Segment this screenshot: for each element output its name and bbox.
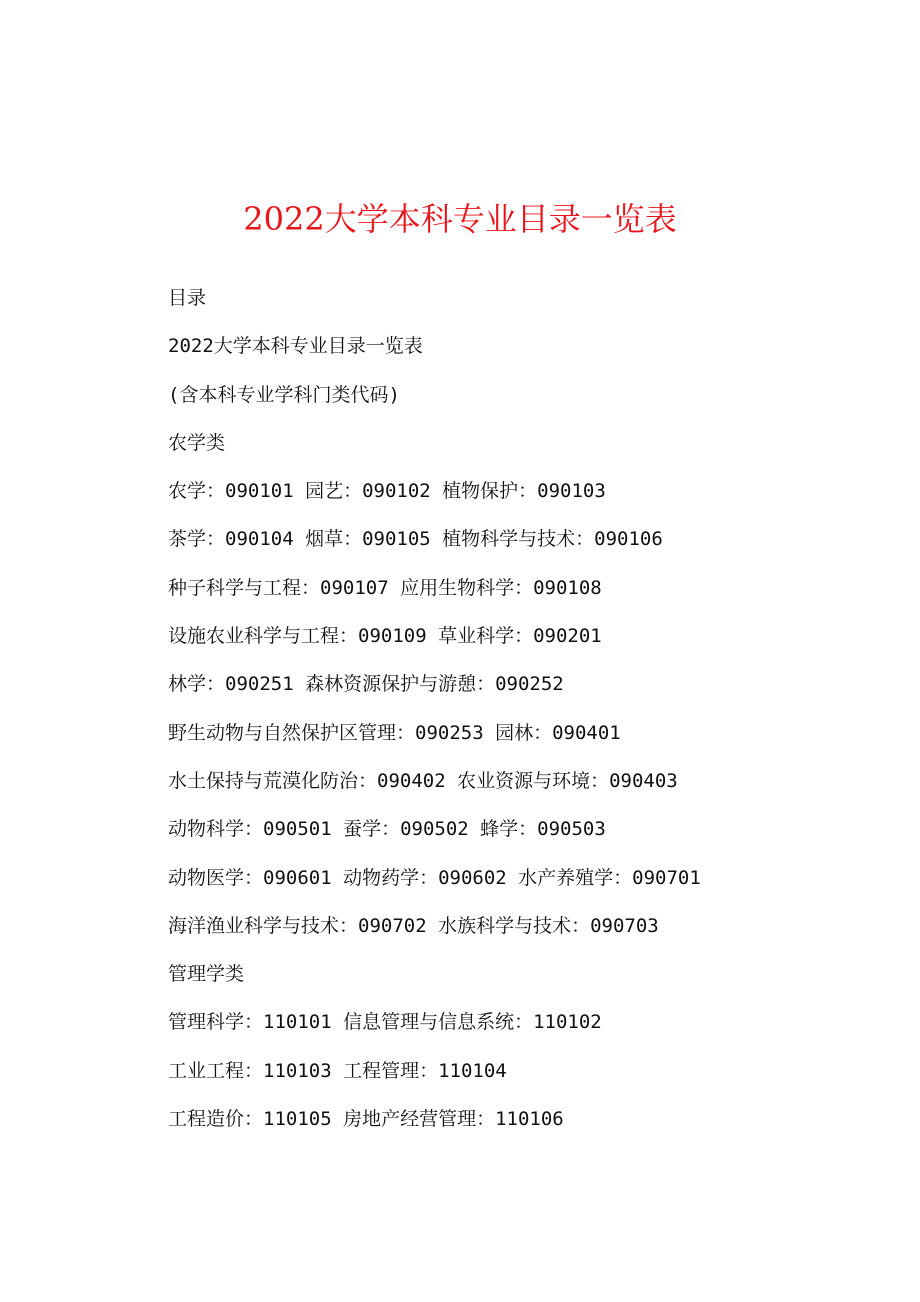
text-line: 农学：090101 园艺：090102 植物保护：090103 <box>168 480 606 503</box>
text-line: 设施农业科学与工程：090109 草业科学：090201 <box>168 625 602 648</box>
text-line: 目录 <box>168 287 207 309</box>
text-line: 茶学：090104 烟草：090105 植物科学与技术：090106 <box>168 528 663 551</box>
text-line: 管理科学：110101 信息管理与信息系统：110102 <box>168 1011 602 1034</box>
document-body <box>168 276 888 1145</box>
text-line: (含本科专业学科门类代码) <box>168 383 400 406</box>
text-line: 动物医学：090601 动物药学：090602 水产养殖学：090701 <box>168 866 701 889</box>
text-line: 2022大学本科专业目录一览表 <box>168 335 423 358</box>
document-title: 2022大学本科专业目录一览表 <box>243 200 677 238</box>
text-line: 工程造价：110105 房地产经营管理：110106 <box>168 1108 564 1131</box>
text-line: 工业工程：110103 工程管理：110104 <box>168 1059 507 1082</box>
text-line: 野生动物与自然保护区管理：090253 园林：090401 <box>168 721 621 744</box>
text-line: 林学：090251 森林资源保护与游憩：090252 <box>168 673 564 696</box>
section-heading: 农学类 <box>168 431 226 454</box>
text-line: 动物科学：090501 蚕学：090502 蜂学：090503 <box>168 818 606 841</box>
section-heading: 管理学类 <box>168 963 245 986</box>
text-line: 海洋渔业科学与技术：090702 水族科学与技术：090703 <box>168 914 659 937</box>
text-line: 水土保持与荒漠化防治：090402 农业资源与环境：090403 <box>168 769 678 792</box>
text-line: 种子科学与工程：090107 应用生物科学：090108 <box>168 576 602 599</box>
